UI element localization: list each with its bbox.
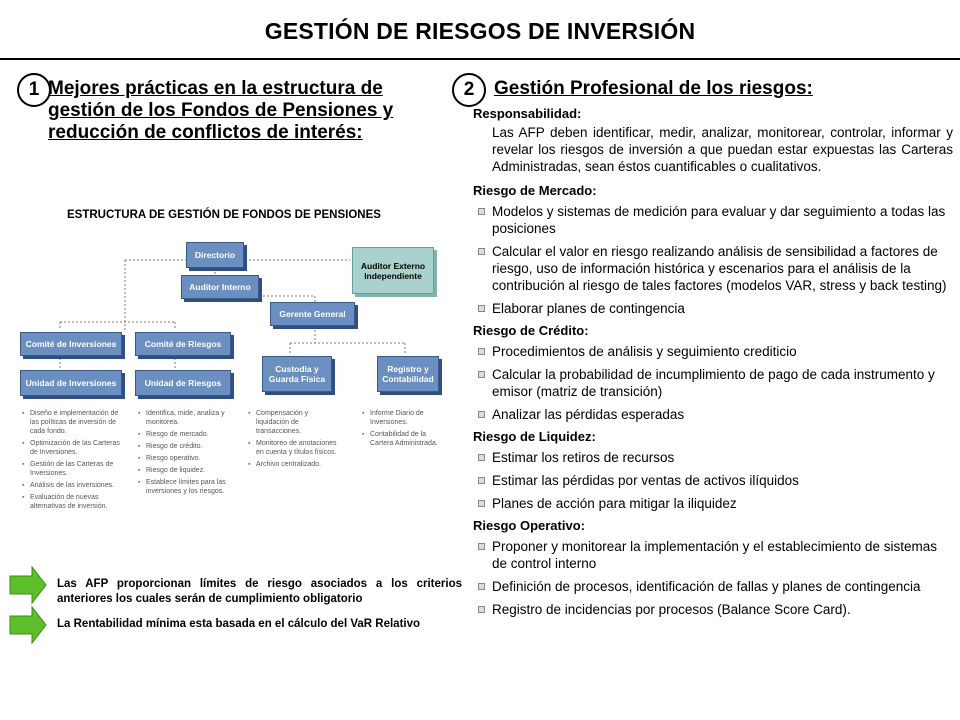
note-item: ▪ Riesgo de mercado. <box>138 430 233 439</box>
directorio-box: Directorio <box>186 242 244 268</box>
list-item: Estimar las pérdidas por ventas de activos ilíquidos <box>473 472 953 489</box>
notes-riesgos <box>138 409 233 499</box>
point-1-text: Las AFP proporcionan límites de riesgo asociados a los criterios anteriores los cuales serán de cumplimiento obligatorio <box>57 578 462 605</box>
list-item: Modelos y sistemas de medición para evaluar y dar seguimiento a todas las posiciones <box>473 203 953 237</box>
note-item: ▪ Riesgo de crédito. <box>138 442 233 451</box>
list-item: Definición de procesos, identificación de fallas y planes de contingencia <box>473 578 953 595</box>
note-item: ▪ Optimización de las Carteras de Inversiones. <box>22 439 122 457</box>
note-item: ▪ Monitoreo de anotaciones en cuenta y títulos físicos. <box>248 439 343 457</box>
note-item: ▪ Establece límites para las inversiones y los riesgos. <box>138 478 233 496</box>
list-item: Planes de acción para mitigar la iliquidez <box>473 495 953 512</box>
arrow-icon <box>8 565 48 605</box>
page-title: GESTIÓN DE RIESGOS DE INVERSIÓN <box>264 18 696 44</box>
liquidez-label: Riesgo de Liquidez: <box>473 429 596 444</box>
section-2-number: 2 <box>452 73 486 107</box>
note-item: ▪ Archivo centralizado. <box>248 460 343 469</box>
list-item: Proponer y monitorear la implementación y el establecimiento de sistemas de control interno <box>473 538 953 572</box>
comite-riesgos-box: Comité de Riesgos <box>135 332 231 356</box>
comite-inversiones-box: Comité de Inversiones <box>20 332 122 356</box>
liquidez-list <box>473 449 953 512</box>
list-item: Procedimientos de análisis y seguimiento crediticio <box>473 343 953 360</box>
note-item: ▪ Contabilidad de la Cartera Administrada. <box>362 430 447 448</box>
org-chart-title: ESTRUCTURA DE GESTIÓN DE FONDOS DE PENSIONES <box>67 209 381 221</box>
arrow-icon <box>8 605 48 645</box>
point-2-text: La Rentabilidad mínima esta basada en el cálculo del VaR Relativo <box>57 618 421 630</box>
list-item: Elaborar planes de contingencia <box>473 300 953 317</box>
list-item: Analizar las pérdidas esperadas <box>473 406 953 423</box>
note-item: ▪ Riesgo de liquidez. <box>138 466 233 475</box>
responsabilidad-label: Responsabilidad: <box>473 106 582 121</box>
responsabilidad-text: Las AFP deben identificar, medir, analizar, monitorear, controlar, informar y revelar los riesgos de inversión a que puedan estar expuestas las Carteras Administradas, sean éstos cuantificables o cualitativos. <box>492 125 953 174</box>
note-item: ▪ Diseño e implementación de las políticas de inversión de cada fondo. <box>22 409 122 436</box>
unidad-inversiones-box: Unidad de Inversiones <box>20 370 122 396</box>
list-item: Registro de incidencias por procesos (Balance Score Card). <box>473 601 953 618</box>
list-item: Calcular la probabilidad de incumplimiento de pago de cada instrumento y emisor (matriz de transición) <box>473 366 953 400</box>
note-item: ▪ Gestión de las Carteras de Inversiones. <box>22 460 122 478</box>
auditor-externo-box: Auditor Externo Independiente <box>352 247 434 294</box>
list-item: Calcular el valor en riesgo realizando análisis de sensibilidad a factores de riesgo, uso de información histórica y escenarios para el análisis de la contribución al riesgo de tales factores (modelos VAR, stress y back testing) <box>473 243 953 294</box>
operativo-label: Riesgo Operativo: <box>473 518 585 533</box>
section-2-heading: Gestión Profesional de los riesgos: <box>494 78 813 99</box>
note-item: ▪ Identifica, mide, analiza y monitorea. <box>138 409 233 427</box>
list-item: Estimar los retiros de recursos <box>473 449 953 466</box>
note-item: ▪ Evaluación de nuevas alternativas de inversión. <box>22 493 122 511</box>
notes-inversiones <box>22 409 122 514</box>
operativo-list <box>473 538 953 618</box>
section-1-number: 1 <box>17 73 51 107</box>
note-item: ▪ Riesgo operativo. <box>138 454 233 463</box>
risk-management-column <box>473 106 953 624</box>
note-item: ▪ Compensación y liquidación de transacciones. <box>248 409 343 436</box>
gerente-general-box: Gerente General <box>270 302 355 326</box>
notes-registro <box>362 409 447 451</box>
mercado-label: Riesgo de Mercado: <box>473 183 597 198</box>
auditor-interno-box: Auditor Interno <box>181 275 259 299</box>
mercado-list <box>473 203 953 317</box>
custodia-box: Custodia y Guarda Física <box>262 356 332 392</box>
registro-box: Registro y Contabilidad <box>377 356 439 392</box>
notes-custodia <box>248 409 343 472</box>
note-item: ▪ Informe Diario de Inversiones. <box>362 409 447 427</box>
unidad-riesgos-box: Unidad de Riesgos <box>135 370 231 396</box>
credito-label: Riesgo de Crédito: <box>473 323 589 338</box>
section-1-heading: Mejores prácticas en la estructura de gestión de los Fondos de Pensiones y reducción de conflictos de interés: <box>48 78 394 143</box>
credito-list <box>473 343 953 423</box>
note-item: ▪ Análisis de las inversiones. <box>22 481 122 490</box>
